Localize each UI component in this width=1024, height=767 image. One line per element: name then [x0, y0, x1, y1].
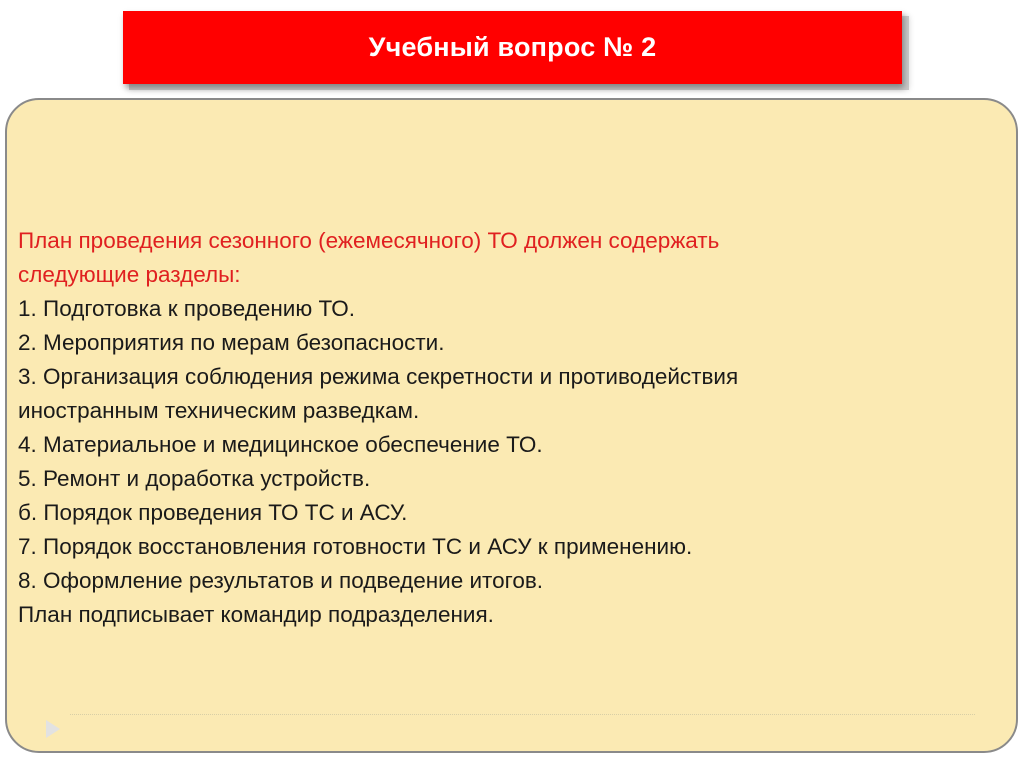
list-item: 5. Ремонт и доработка устройств. [18, 466, 371, 491]
slide-nav [46, 714, 976, 744]
content-text [18, 224, 978, 632]
title-banner [123, 11, 902, 84]
play-arrow-icon[interactable] [46, 720, 60, 738]
slide-title: Учебный вопрос № 2 [368, 32, 657, 62]
list-item: 3. Организация соблюдения режима секретности и противодействия [18, 364, 739, 389]
list-item: 4. Материальное и медицинское обеспечение ТО. [18, 432, 543, 457]
intro-line-2: следующие разделы: [18, 262, 241, 287]
intro-line-1: План проведения сезонного (ежемесячного) ТО должен содержать [18, 228, 720, 253]
closing-line: План подписывает командир подразделения. [18, 602, 494, 627]
list-item: 8. Оформление результатов и подведение итогов. [18, 568, 544, 593]
list-item: 2. Мероприятия по мерам безопасности. [18, 330, 445, 355]
list-item-continuation: иностранным техническим разведкам. [18, 398, 420, 423]
list-item: б. Порядок проведения ТО ТС и АСУ. [18, 500, 408, 525]
nav-divider [70, 714, 975, 715]
list-item: 1. Подготовка к проведению ТО. [18, 296, 355, 321]
list-item: 7. Порядок восстановления готовности ТС и АСУ к применению. [18, 534, 693, 559]
